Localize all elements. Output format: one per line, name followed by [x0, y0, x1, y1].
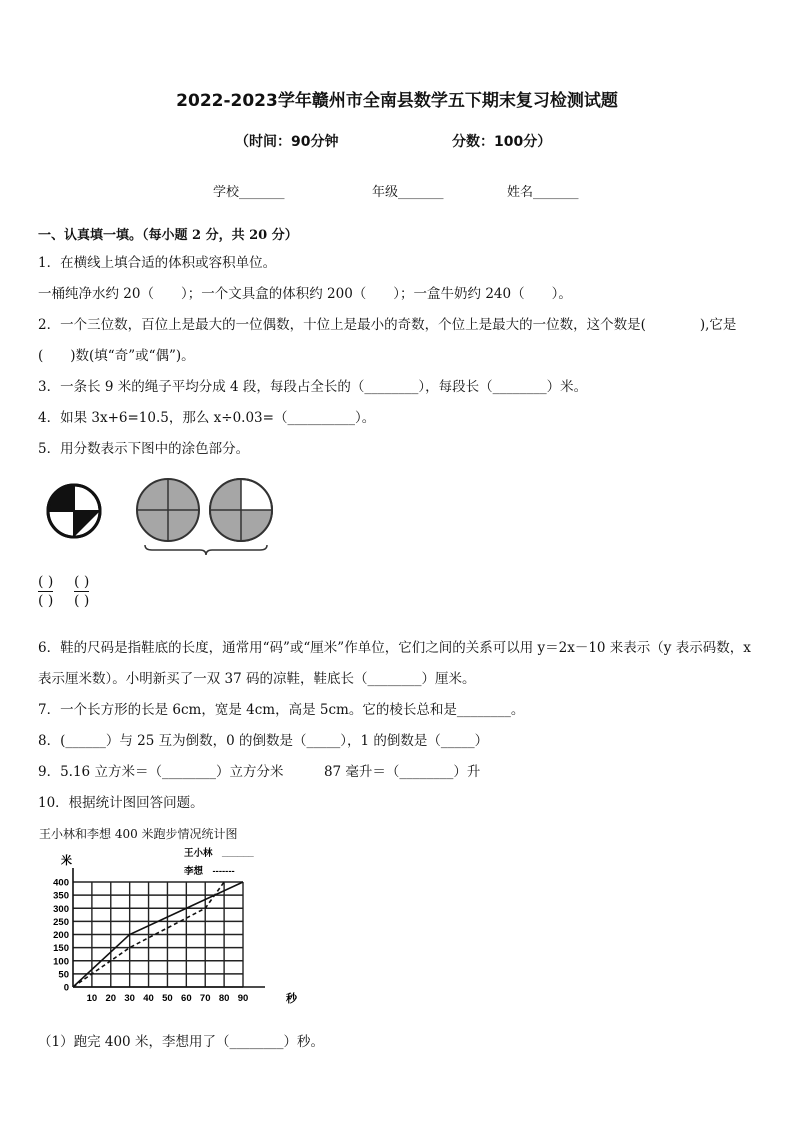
- question-1-sub: 一桶纯净水约 20（ ）；一个文具盒的体积约 200（ ）；一盒牛奶约 240（ ）。: [38, 286, 572, 302]
- y-tick-label: 100: [53, 956, 69, 968]
- fraction-answer-1[interactable]: [38, 574, 53, 609]
- question-9: 9．5.16 立方米＝（________）立方分米 87 毫升＝（________）升: [38, 764, 481, 780]
- y-tick-label: 400: [53, 877, 69, 889]
- question-10: 10．根据统计图回答问题。: [38, 795, 204, 811]
- question-6-line2: 表示厘米数）。小明新买了一双 37 码的凉鞋，鞋底长（________）厘米。: [38, 671, 476, 687]
- fraction-answer-2[interactable]: [74, 574, 89, 609]
- chart-title: 王小林和李想 400 米跑步情况统计图: [39, 827, 238, 841]
- exam-time: （时间：90分钟: [235, 134, 339, 150]
- section-heading: 一、认真填一填。（每小题 2 分，共 20 分）: [38, 228, 298, 243]
- x-tick-label: 90: [237, 993, 249, 1004]
- question-2-line1: 2．一个三位数，百位上是最大的一位偶数，十位上是最小的奇数，个位上是最大的一位数，这个数是( ),它是: [38, 317, 737, 333]
- denominator-blank: ( ): [38, 593, 54, 609]
- x-tick-label: 80: [218, 993, 230, 1004]
- school-field[interactable]: 学校_______: [213, 185, 285, 200]
- question-1: 1．在横线上填合适的体积或容积单位。: [38, 255, 277, 271]
- circle-figure-1: [46, 480, 102, 542]
- question-3: 3．一条长 9 米的绳子平均分成 4 段，每段占全长的（________），每段长（________）米。: [38, 379, 588, 395]
- y-tick-label: 200: [53, 930, 69, 941]
- numerator-blank: ( ): [74, 574, 90, 590]
- fraction-bar: [74, 591, 89, 592]
- y-tick-label: 350: [53, 890, 69, 902]
- question-10-sub1: （1）跑完 400 米，李想用了（________）秒。: [38, 1034, 324, 1050]
- question-4: 4．如果 3x+6=10.5，那么 x÷0.03=（__________）。: [38, 410, 376, 426]
- x-tick-label: 40: [143, 993, 154, 1004]
- x-tick-label: 60: [181, 993, 192, 1004]
- y-tick-label: 250: [53, 916, 69, 928]
- y-tick-label: 50: [58, 969, 69, 981]
- x-tick-label: 10: [86, 993, 98, 1004]
- question-6-line1: 6．鞋的尺码是指鞋底的长度，通常用“码”或“厘米”作单位，它们之间的关系可以用 y＝2x－10 来表示（y 表示码数，x: [38, 640, 751, 656]
- denominator-blank: ( ): [74, 593, 90, 609]
- x-tick-label: 70: [199, 993, 211, 1004]
- y-tick-label: 300: [53, 903, 69, 915]
- x-axis-label: 秒: [286, 993, 297, 1005]
- grade-field[interactable]: 年级_______: [372, 185, 444, 200]
- circle-figure-3: [207, 476, 275, 544]
- question-2-line2: ( )数(填“奇”或“偶”)。: [38, 348, 195, 364]
- page-title: 2022-2023学年赣州市全南县数学五下期末复习检测试题: [176, 91, 618, 111]
- question-5: 5．用分数表示下图中的涂色部分。: [38, 441, 250, 457]
- question-8: 8．(______）与 25 互为倒数，0 的倒数是（_____），1 的倒数是（_____）: [38, 733, 489, 749]
- running-line-chart: [36, 822, 326, 1012]
- legend-entry-2: 李想 -------: [184, 866, 235, 877]
- numerator-blank: ( ): [38, 574, 54, 590]
- y-tick-label: 150: [53, 943, 69, 955]
- y-axis-label: 米: [61, 855, 72, 867]
- x-tick-label: 30: [124, 993, 135, 1004]
- x-tick-label: 50: [162, 993, 173, 1004]
- y-tick-label: 0: [63, 982, 69, 994]
- question-7: 7．一个长方形的长是 6cm，宽是 4cm，高是 5cm。它的棱长总和是________。: [38, 702, 525, 718]
- brace-icon: [144, 544, 268, 556]
- circle-figure-2: [134, 476, 202, 544]
- name-field[interactable]: 姓名_______: [507, 185, 579, 200]
- fraction-bar: [38, 591, 53, 592]
- x-tick-label: 20: [105, 993, 117, 1004]
- legend-entry-1: 王小林 ______: [184, 848, 254, 859]
- exam-score: 分数：100分）: [452, 134, 552, 150]
